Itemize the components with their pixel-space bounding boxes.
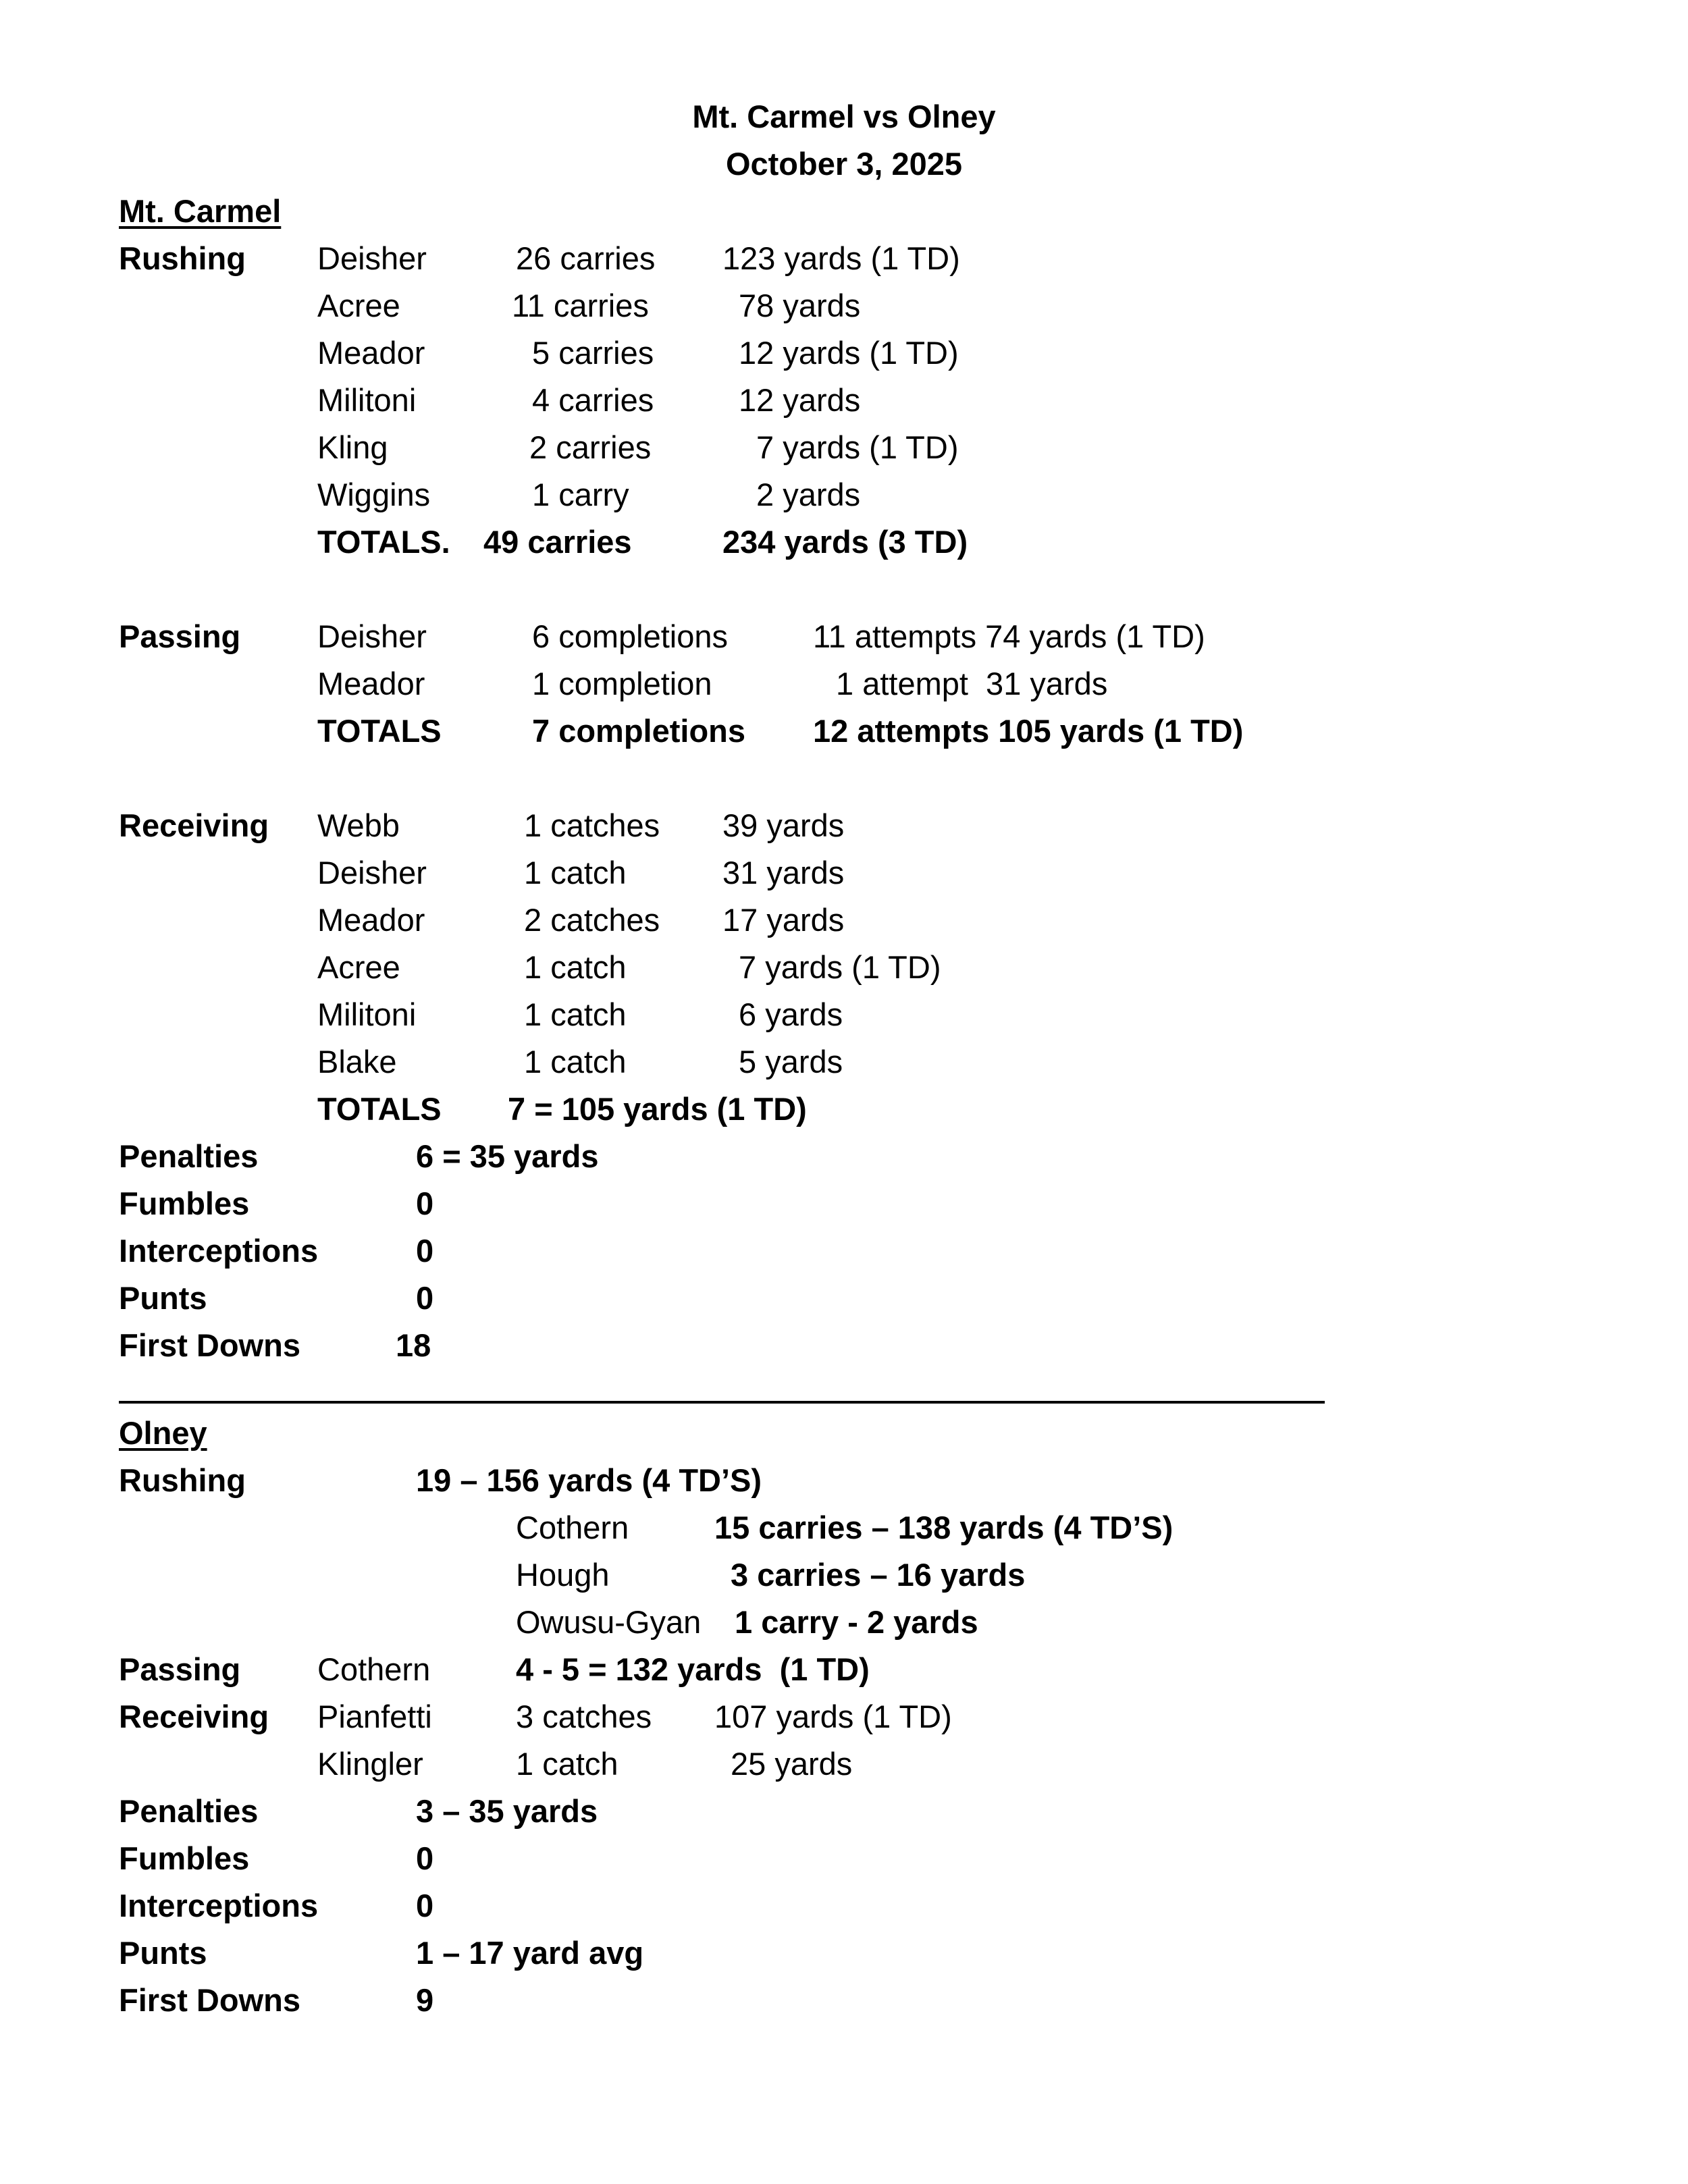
rushing-yards: 12 yards (1 TD) [739, 335, 959, 371]
receiving-player-name: Deisher [317, 855, 427, 890]
stat-value-fumbles: 0 [416, 1186, 434, 1221]
rushing-yards: 2 yards [756, 477, 861, 512]
stat-value-punts: 0 [416, 1280, 434, 1316]
stat-label-interceptions: Interceptions [119, 1233, 319, 1269]
rushing-player-name: Deisher [317, 240, 427, 276]
receiving-yards: 39 yards [722, 807, 845, 843]
rushing-carries: 11 carries [512, 288, 649, 323]
stat-value-interceptions: 0 [416, 1888, 434, 1923]
stat-value-punts: 1 – 17 yard avg [416, 1935, 644, 1971]
receiving-player-name: Webb [317, 807, 400, 843]
team-heading-mt-carmel: Mt. Carmel [119, 193, 282, 229]
rushing-totals-label: TOTALS. [317, 524, 450, 560]
rushing-carries: 4 carries [532, 382, 654, 418]
stat-label-first-downs: First Downs [119, 1982, 300, 2018]
team-heading-olney: Olney [119, 1415, 207, 1451]
rushing-carries: 5 carries [532, 335, 654, 371]
passing-totals-detail: 12 attempts 105 yards (1 TD) [813, 713, 1244, 749]
rushing-player-name: Kling [317, 429, 388, 465]
receiving-player-name: Acree [317, 949, 400, 985]
passing-totals-completions: 7 completions [532, 713, 746, 749]
receiving-yards: 5 yards [739, 1044, 843, 1080]
rushing-player-name: Owusu-Gyan [516, 1604, 702, 1640]
section-label-rushing: Rushing [119, 240, 246, 276]
rushing-yards: 7 yards (1 TD) [756, 429, 959, 465]
stat-value-interceptions: 0 [416, 1233, 434, 1269]
page-date: October 3, 2025 [725, 146, 963, 182]
rushing-yards: 123 yards (1 TD) [722, 240, 960, 276]
receiving-yards: 31 yards [722, 855, 845, 890]
rushing-yards: 12 yards [739, 382, 861, 418]
passing-detail: 1 attempt 31 yards [836, 666, 1108, 701]
stat-label-punts: Punts [119, 1935, 207, 1971]
receiving-yards: 107 yards (1 TD) [714, 1699, 952, 1734]
receiving-catches: 1 catch [516, 1746, 618, 1782]
stat-label-fumbles: Fumbles [119, 1840, 250, 1876]
rushing-player-value: 1 carry - 2 yards [735, 1604, 978, 1640]
receiving-player-name: Militoni [317, 996, 417, 1032]
rushing-totals-carries: 49 carries [483, 524, 632, 560]
rushing-player-name: Militoni [317, 382, 417, 418]
passing-completions: 1 completion [532, 666, 712, 701]
stat-label-punts: Punts [119, 1280, 207, 1316]
section-label-receiving: Receiving [119, 807, 269, 843]
receiving-catches: 1 catch [524, 1044, 627, 1080]
rushing-player-name: Acree [317, 288, 400, 323]
rushing-player-value: 15 carries – 138 yards (4 TD’S) [714, 1510, 1173, 1545]
rushing-carries: 2 carries [529, 429, 652, 465]
passing-player-name: Cothern [317, 1651, 431, 1687]
receiving-yards: 7 yards (1 TD) [739, 949, 941, 985]
stat-value-penalties: 6 = 35 yards [416, 1138, 599, 1174]
passing-completions: 6 completions [532, 618, 728, 654]
rushing-carries: 1 carry [532, 477, 629, 512]
receiving-catches: 1 catch [524, 996, 627, 1032]
rushing-player-value: 3 carries – 16 yards [731, 1557, 1026, 1593]
receiving-player-name: Blake [317, 1044, 397, 1080]
stat-value-first-downs: 18 [396, 1327, 431, 1363]
rushing-player-name: Hough [516, 1557, 610, 1593]
receiving-yards: 17 yards [722, 902, 845, 938]
stat-value-penalties: 3 – 35 yards [416, 1793, 598, 1829]
receiving-catches: 1 catch [524, 949, 627, 985]
stat-label-first-downs: First Downs [119, 1327, 300, 1363]
passing-detail: 11 attempts 74 yards (1 TD) [813, 618, 1205, 654]
passing-player-name: Meador [317, 666, 425, 701]
stat-label-penalties: Penalties [119, 1138, 259, 1174]
passing-value: 4 - 5 = 132 yards (1 TD) [516, 1651, 870, 1687]
receiving-totals-value: 7 = 105 yards (1 TD) [508, 1091, 807, 1127]
stat-value-fumbles: 0 [416, 1840, 434, 1876]
receiving-player-name: Klingler [317, 1746, 423, 1782]
section-label-passing: Passing [119, 1651, 241, 1687]
stat-label-interceptions: Interceptions [119, 1888, 319, 1923]
receiving-player-name: Meador [317, 902, 425, 938]
receiving-catches: 1 catch [524, 855, 627, 890]
section-label-rushing: Rushing [119, 1462, 246, 1498]
receiving-totals-label: TOTALS [317, 1091, 442, 1127]
receiving-yards: 25 yards [731, 1746, 853, 1782]
page-title: Mt. Carmel vs Olney [692, 99, 996, 134]
stat-label-penalties: Penalties [119, 1793, 259, 1829]
section-label-receiving: Receiving [119, 1699, 269, 1734]
receiving-catches: 2 catches [524, 902, 660, 938]
section-divider [119, 1401, 1325, 1404]
stat-value-first-downs: 9 [416, 1982, 434, 2018]
rushing-player-name: Meador [317, 335, 425, 371]
rushing-totals-yards: 234 yards (3 TD) [722, 524, 968, 560]
stat-label-fumbles: Fumbles [119, 1186, 250, 1221]
passing-totals-label: TOTALS [317, 713, 442, 749]
rushing-player-name: Cothern [516, 1510, 629, 1545]
receiving-catches: 3 catches [516, 1699, 652, 1734]
rushing-carries: 26 carries [516, 240, 656, 276]
rushing-yards: 78 yards [739, 288, 861, 323]
rushing-player-name: Wiggins [317, 477, 431, 512]
passing-player-name: Deisher [317, 618, 427, 654]
receiving-catches: 1 catches [524, 807, 660, 843]
section-label-passing: Passing [119, 618, 241, 654]
rushing-total: 19 – 156 yards (4 TD’S) [416, 1462, 762, 1498]
receiving-yards: 6 yards [739, 996, 843, 1032]
receiving-player-name: Pianfetti [317, 1699, 432, 1734]
